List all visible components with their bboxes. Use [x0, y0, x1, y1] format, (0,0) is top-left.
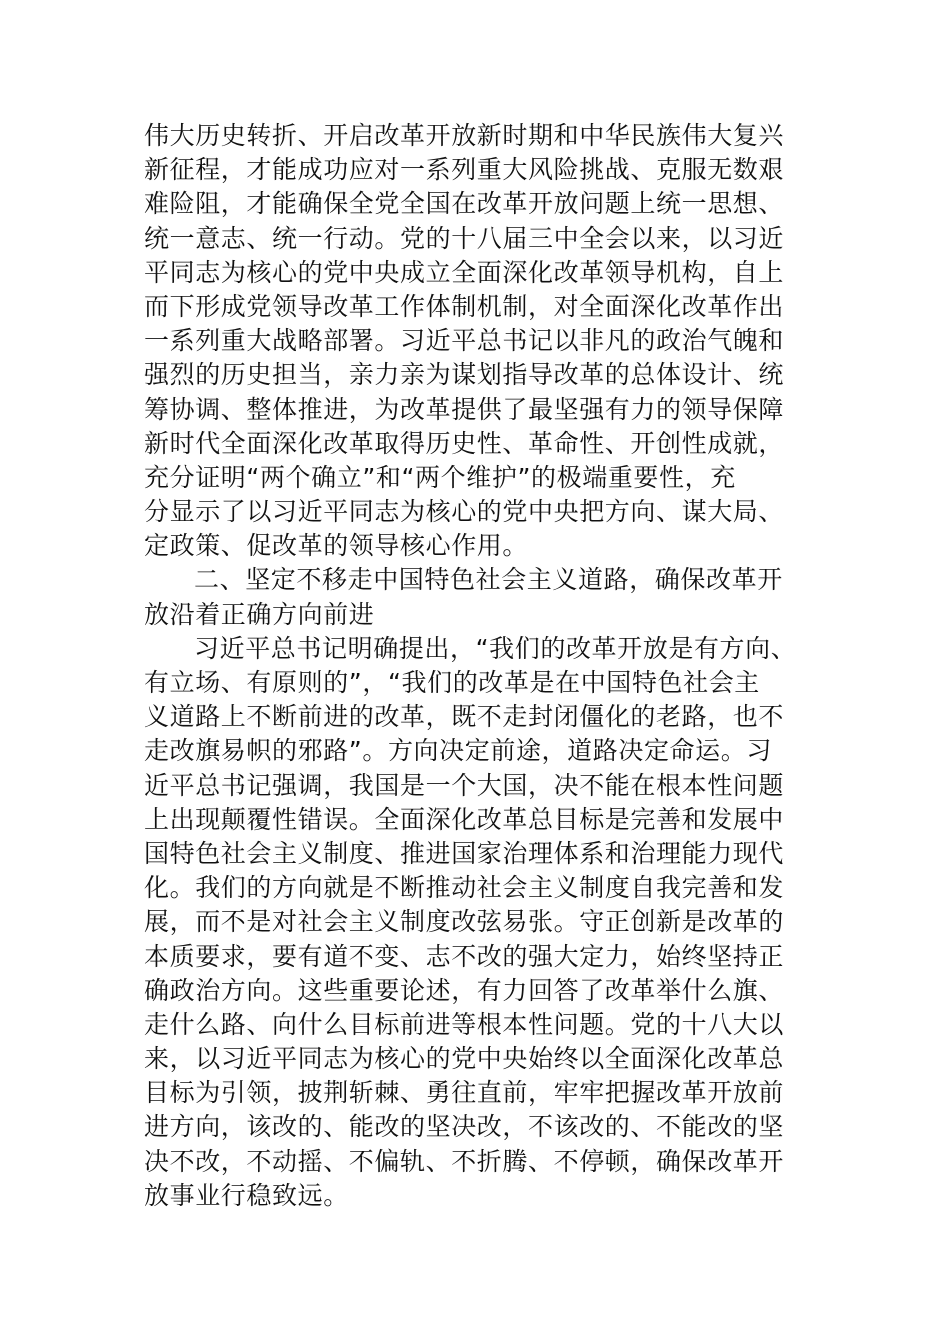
text-line: 放事业行稳致远。 — [144, 1180, 349, 1210]
text-line: 习近平总书记明确提出，“我们的改革开放是有方向、 — [194, 633, 797, 663]
text-line: 来，以习近平同志为核心的党中央始终以全面深化改革总 — [144, 1044, 785, 1074]
paragraph-continuation — [144, 119, 814, 563]
text-line: 国特色社会主义制度、推进国家治理体系和治理能力现代 — [144, 838, 785, 868]
text-line: 上出现颠覆性错误。全面深化改革总目标是完善和发展中 — [144, 804, 785, 834]
text-line: 筹协调、整体推进，为改革提供了最坚强有力的领导保障 — [144, 394, 785, 424]
document-body — [144, 119, 814, 1213]
text-line: 强烈的历史担当，亲力亲为谋划指导改革的总体设计、统 — [144, 360, 785, 390]
text-line: 近平总书记强调，我国是一个大国，决不能在根本性问题 — [144, 770, 785, 800]
text-line: 新时代全面深化改革取得历史性、革命性、开创性成就， — [144, 428, 785, 458]
text-line: 展，而不是对社会主义制度改弦易张。守正创新是改革的 — [144, 907, 785, 937]
text-line: 化。我们的方向就是不断推动社会主义制度自我完善和发 — [144, 873, 785, 903]
text-line: 分显示了以习近平同志为核心的党中央把方向、谋大局、 — [144, 497, 785, 527]
text-line: 新征程，才能成功应对一系列重大风险挑战、克服无数艰 — [144, 155, 785, 185]
text-line: 本质要求，要有道不变、志不改的强大定力，始终坚持正 — [144, 941, 785, 971]
text-line: 义道路上不断前进的改革，既不走封闭僵化的老路，也不 — [144, 702, 785, 732]
text-line: 二、坚定不移走中国特色社会主义道路，确保改革开 — [194, 565, 783, 595]
text-line: 有立场、有原则的”，“我们的改革是在中国特色社会主 — [144, 668, 760, 697]
text-line: 放沿着正确方向前进 — [144, 599, 375, 629]
text-line: 走改旗易帜的邪路”。方向决定前途，道路决定命运。习 — [144, 736, 772, 766]
text-line: 而下形成党领导改革工作体制机制，对全面深化改革作出 — [144, 291, 785, 321]
paragraph-body — [144, 632, 814, 1213]
text-line: 决不改，不动摇、不偏轨、不折腾、不停顿，确保改革开 — [144, 1146, 785, 1176]
text-line: 走什么路、向什么目标前进等根本性问题。党的十八大以 — [144, 1009, 785, 1039]
text-line: 确政治方向。这些重要论述，有力回答了改革举什么旗、 — [144, 975, 785, 1005]
text-line: 一系列重大战略部署。习近平总书记以非凡的政治气魄和 — [144, 326, 785, 356]
section-heading-two — [144, 563, 814, 631]
text-line: 进方向，该改的、能改的坚决改，不该改的、不能改的坚 — [144, 1112, 785, 1142]
text-line: 伟大历史转折、开启改革开放新时期和中华民族伟大复兴 — [144, 121, 785, 150]
text-line: 定政策、促改革的领导核心作用。 — [144, 531, 529, 561]
text-line: 难险阻，才能确保全党全国在改革开放问题上统一思想、 — [144, 189, 785, 219]
text-line: 目标为引领，披荆斩棘、勇往直前，牢牢把握改革开放前 — [144, 1078, 785, 1108]
text-line: 统一意志、统一行动。党的十八届三中全会以来，以习近 — [144, 223, 785, 253]
text-line: 充分证明“两个确立”和“两个维护”的极端重要性，充 — [144, 462, 736, 492]
text-line: 平同志为核心的党中央成立全面深化改革领导机构，自上 — [144, 257, 785, 287]
